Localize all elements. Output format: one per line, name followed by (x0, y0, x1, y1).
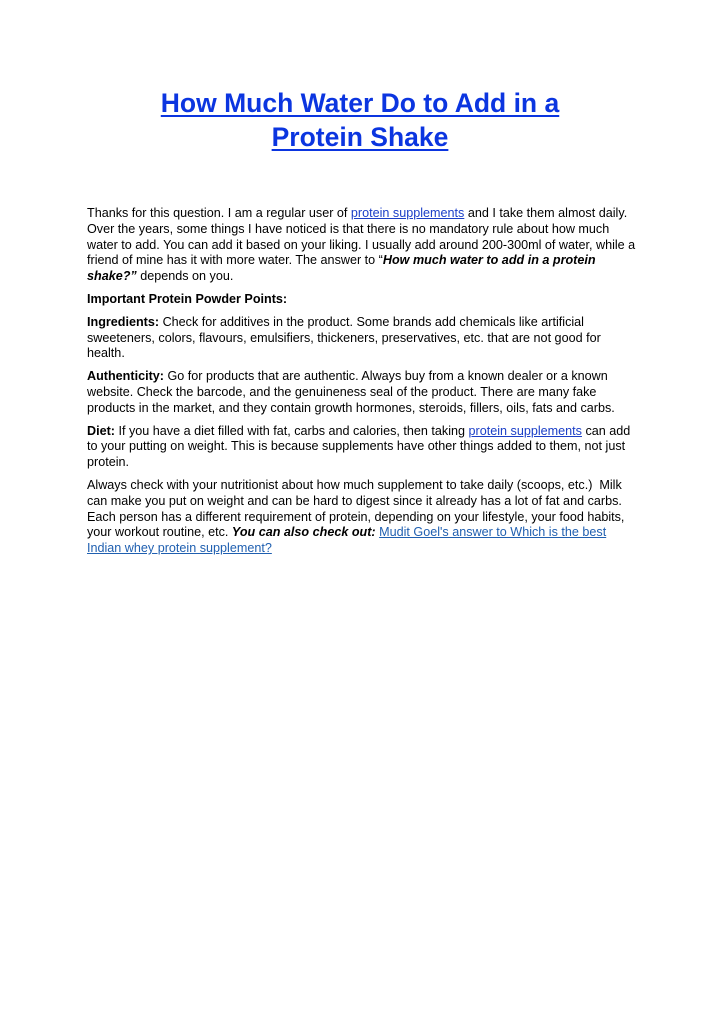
page-title (60, 86, 660, 154)
authenticity-text: Go for products that are authentic. Always buy from a known dealer or a known website. Check the barcode, and the genuineness seal of the product. There are many fake products in the market, and they contain growth hormones, steroids, fillers, oils, fats and carbs. (87, 369, 615, 415)
authenticity-label: Authenticity: (87, 369, 164, 384)
closing-paragraph (87, 478, 639, 557)
protein-supplements-link[interactable]: protein supplements (350, 206, 465, 220)
intro-text-end: depends on you. (136, 269, 234, 284)
title-line-1: How Much Water Do to Add in a (160, 88, 560, 118)
diet-text-continued: can add to your putting on weight. This is because supplements have other things added to them, not just protein. (87, 423, 631, 470)
ingredients-paragraph (87, 315, 639, 362)
title-line-2: Protein Shake (271, 122, 449, 152)
ingredients-text: Check for additives in the product. Some brands add chemicals like artificial sweeteners, colors, flavours, emulsifiers, thickeners, preservatives, etc. that are not good for health. (87, 314, 601, 361)
points-heading-text: Important Protein Powder Points: (87, 291, 288, 306)
intro-paragraph (87, 206, 639, 285)
points-heading (87, 292, 639, 308)
title-link[interactable] (161, 88, 559, 152)
intro-text-continued: and I take them almost daily. Over the years, some things I have noticed is that there is no mandatory rule about how much water to add. You can add it based on your liking. I usually add around 200-300ml of water, while a friend of mine has it with more water. The answer to “ (87, 206, 636, 268)
diet-paragraph (87, 424, 639, 471)
closing-emphasis: You can also check out: (231, 525, 376, 540)
diet-protein-supplements-link[interactable]: protein supplements (468, 423, 582, 438)
ingredients-label: Ingredients: (87, 314, 160, 329)
mudit-goel-answer-link[interactable]: Mudit Goel's answer to Which is the best Indian whey protein supplement? (87, 525, 607, 556)
diet-text: If you have a diet filled with fat, carbs and calories, then taking (115, 423, 469, 438)
intro-question-emphasis: How much water to add in a protein shake?” (87, 253, 596, 284)
article-body (87, 206, 639, 564)
intro-text: Thanks for this question. I am a regular user of (87, 206, 351, 220)
authenticity-paragraph (87, 369, 639, 416)
diet-label: Diet: (87, 423, 115, 438)
closing-text: Always check with your nutritionist about how much supplement to take daily (scoops, etc.) Milk can make you put on weight and can be hard to digest since it already has a lot of fat and carbs. Each person has a different requirement of protein, depending on your lifestyle, your food habits, your workout routine, etc. (87, 477, 625, 540)
